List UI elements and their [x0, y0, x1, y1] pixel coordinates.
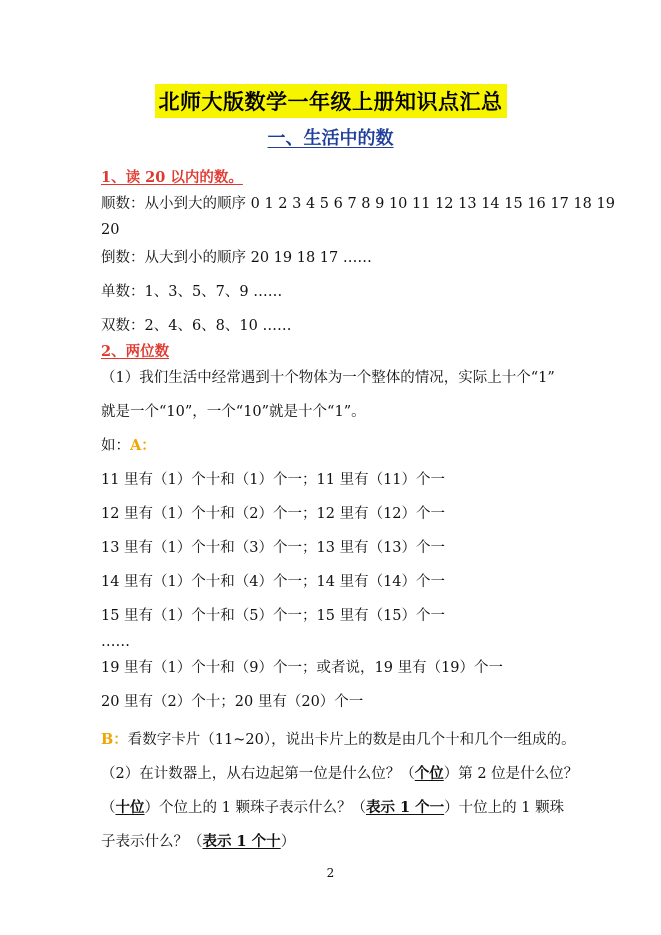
- answer-one-ten: 表示 1 个十: [202, 833, 281, 850]
- example-row: 13 里有（1）个十和（3）个一；13 里有（13）个一: [101, 540, 446, 556]
- example-b-text: 看数字卡片（11~20），说出卡片上的数是由几个十和几个一组成的。: [127, 732, 576, 748]
- answer-one-unit: 表示 1 个一: [365, 799, 445, 816]
- odd-line: 单数：1、3、5、7、9 ……: [101, 284, 283, 300]
- paragraph-2-line-1: [101, 764, 578, 784]
- section-title: 一、生活中的数: [267, 128, 394, 149]
- example-row: 14 里有（1）个十和（4）个一；14 里有（14）个一: [101, 574, 446, 590]
- descending-line: 倒数：从大到小的顺序 20 19 18 17 ……: [101, 250, 372, 266]
- page-number: 2: [326, 866, 335, 880]
- paragraph-1-line-1: （1）我们生活中经常遇到十个物体为一个整体的情况，实际上十个“1”: [101, 370, 555, 386]
- example-row: 19 里有（1）个十和（9）个一；或者说，19 里有（19）个一: [101, 660, 504, 676]
- example-a-label: A：: [130, 437, 156, 454]
- answer-tens-place: 十位: [115, 799, 145, 816]
- text-run: ）: [280, 834, 296, 850]
- example-b-label: B：: [101, 731, 128, 748]
- text-run: （: [101, 800, 116, 816]
- paragraph-1-line-2: 就是一个“10”，一个“10”就是十个“1”。: [101, 404, 366, 420]
- paragraph-2-line-3: [101, 832, 295, 852]
- example-row: 11 里有（1）个十和（1）个一；11 里有（11）个一: [101, 472, 446, 488]
- example-row: 12 里有（1）个十和（2）个一；12 里有（12）个一: [101, 506, 446, 522]
- text-run: 子表示什么？（: [101, 834, 203, 850]
- example-row-ellipsis: ……: [101, 634, 130, 650]
- text-run: （2）在计数器上，从右边起第一位是什么位？（: [101, 766, 415, 782]
- text-run: ）第 2 位是什么位？: [443, 766, 579, 782]
- heading-two-digit: 2、两位数: [101, 343, 170, 360]
- page-title: 北师大版数学一年级上册知识点汇总: [155, 84, 507, 118]
- ascending-line: 顺数：从小到大的顺序 0 1 2 3 4 5 6 7 8 9 10 11 12 13 14 15 16 17 18 19: [101, 196, 615, 212]
- example-prefix: 如：: [101, 438, 130, 454]
- even-line: 双数：2、4、6、8、10 ……: [101, 318, 292, 334]
- text-run: ）个位上的 1 颗珠子表示什么？（: [144, 800, 366, 816]
- example-b-line: [101, 730, 576, 750]
- example-row: 15 里有（1）个十和（5）个一；15 里有（15）个一: [101, 608, 446, 624]
- example-row: 20 里有（2）个十；20 里有（20）个一: [101, 694, 364, 710]
- text-run: ）十位上的 1 颗珠: [444, 800, 565, 816]
- answer-ones-place: 个位: [414, 765, 444, 782]
- heading-read-numbers: 1、读 20 以内的数。: [101, 169, 243, 186]
- paragraph-2-line-2: [101, 798, 564, 818]
- ascending-line-cont: 20: [101, 222, 120, 238]
- example-line: [101, 436, 156, 456]
